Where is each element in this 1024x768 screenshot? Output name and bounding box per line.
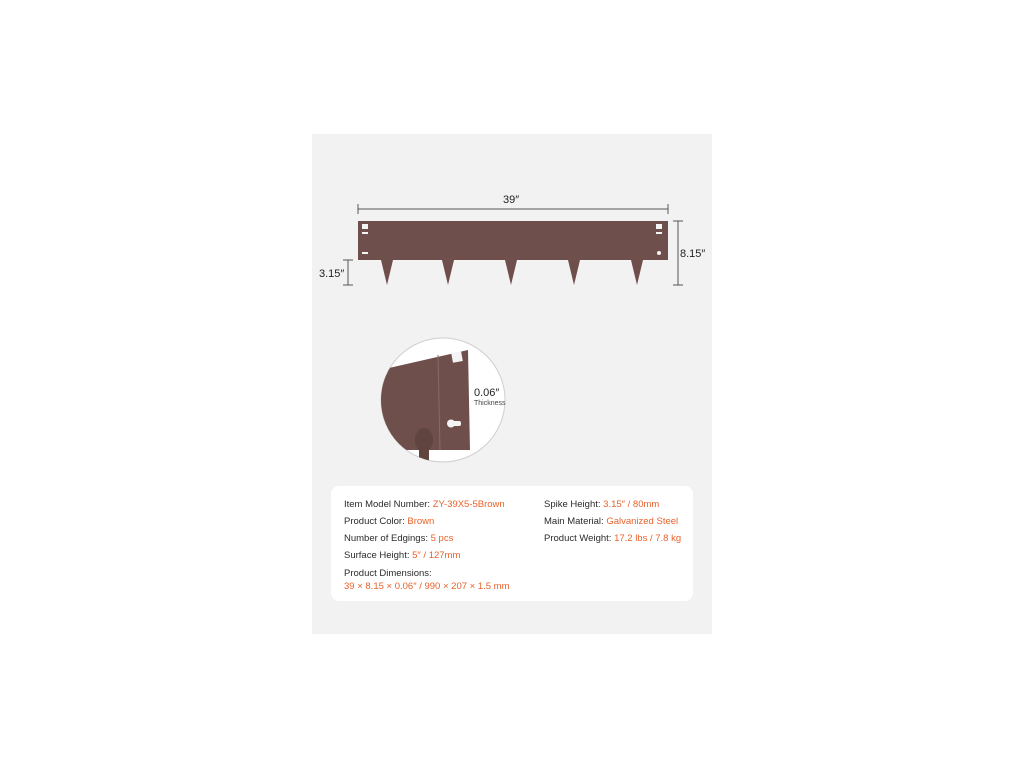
panel-slot-icon: [656, 224, 662, 229]
thickness-label: Thickness: [474, 400, 506, 407]
spec-color-value: Brown: [407, 516, 435, 527]
panel-slot-icon: [362, 232, 368, 234]
spec-surface-label: Surface Height:: [344, 550, 410, 561]
spike: [442, 260, 454, 285]
spec-material-label: Main Material:: [544, 516, 604, 527]
panel-slot-icon: [656, 232, 662, 234]
spike-height-label: 3.15″: [319, 268, 345, 280]
spec-surface-height: [344, 550, 460, 561]
spec-weight-label: Product Weight:: [544, 533, 612, 544]
spec-spike-height: [544, 499, 659, 510]
spec-dimensions: [344, 567, 510, 593]
spec-dimensions-label: Product Dimensions:: [344, 568, 432, 579]
spec-weight-value: 17.2 lbs / 7.8 kg: [614, 533, 682, 544]
spec-spike-value: 3.15″ / 80mm: [603, 499, 660, 510]
spec-dimensions-value: 39 × 8.15 × 0.06″ / 990 × 207 × 1.5 mm: [344, 581, 510, 592]
spec-model: [344, 499, 505, 510]
spec-model-label: Item Model Number:: [344, 499, 431, 510]
total-height-label: 8.15″: [680, 248, 706, 260]
length-label: 39″: [503, 194, 520, 206]
spike: [568, 260, 580, 285]
spike-dimension-line: [343, 260, 353, 285]
spec-weight: [544, 533, 681, 544]
specs-panel: [331, 486, 693, 601]
thickness-value: 0.06″: [474, 387, 500, 399]
spike: [631, 260, 643, 285]
spike: [381, 260, 393, 285]
panel-hole-icon: [657, 251, 661, 255]
spikes: [381, 260, 643, 285]
panel-slot-icon: [362, 224, 368, 229]
edging-panel: [358, 221, 668, 260]
zoomed-slot-icon: [451, 351, 463, 363]
spec-spike-label: Spike Height:: [544, 499, 601, 510]
spec-edgings: [344, 533, 453, 544]
spec-edgings-value: 5 pcs: [430, 533, 454, 544]
spec-surface-value: 5″ / 127mm: [412, 550, 461, 561]
panel-hole-icon: [362, 252, 368, 254]
spec-color-label: Product Color:: [344, 516, 405, 527]
spec-edgings-label: Number of Edgings:: [344, 533, 428, 544]
spike: [505, 260, 517, 285]
spec-model-value: ZY-39X5-5Brown: [432, 499, 505, 510]
spec-color: [344, 516, 434, 527]
spec-material: [544, 516, 678, 527]
spec-material-value: Galvanized Steel: [606, 516, 679, 527]
